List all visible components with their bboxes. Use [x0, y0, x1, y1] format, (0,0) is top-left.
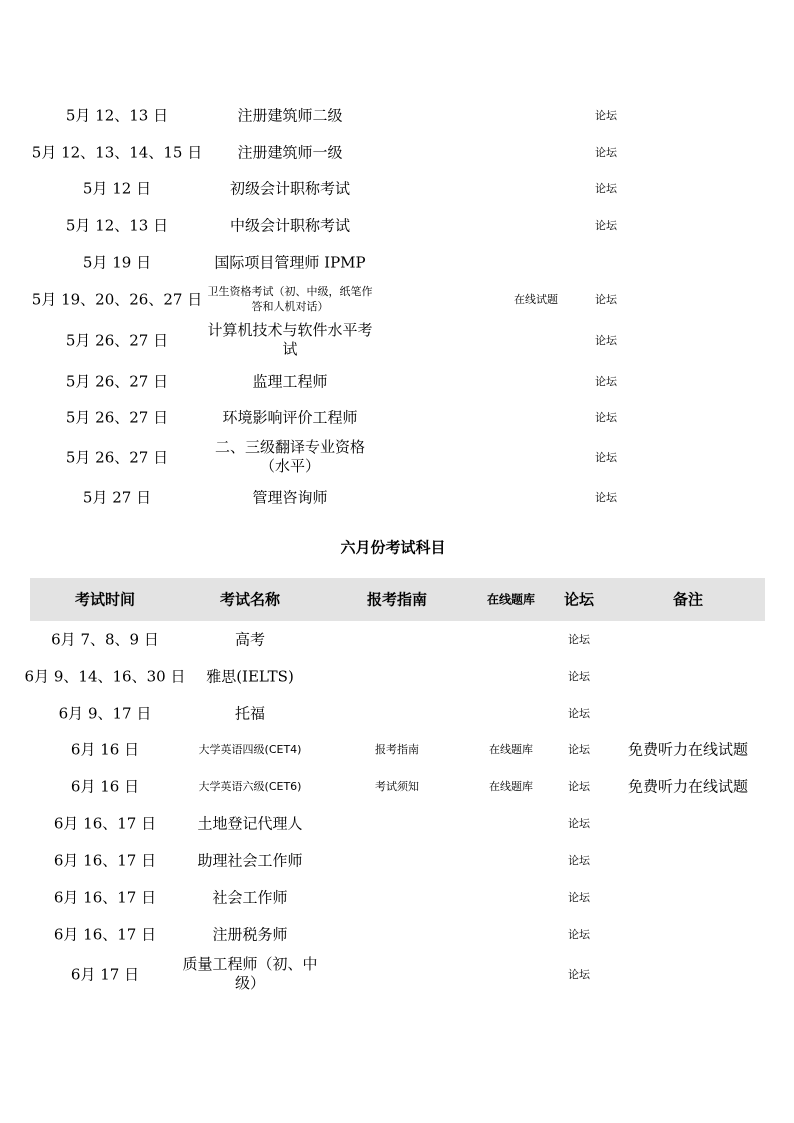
forum-link[interactable]: 论坛 — [595, 182, 617, 195]
exam-date: 6月 16、17 日 — [53, 851, 157, 870]
forum-link[interactable]: 论坛 — [568, 707, 590, 720]
exam-name[interactable]: 卫生资格考试（初、中级，纸笔作答和人机对话） — [207, 285, 373, 313]
forum-link[interactable]: 论坛 — [568, 968, 590, 981]
exam-name[interactable]: 高考 — [234, 630, 266, 649]
forum-link[interactable]: 论坛 — [568, 670, 590, 683]
forum-link[interactable]: 论坛 — [595, 109, 617, 122]
exam-name[interactable]: 大学英语六级(CET6) — [198, 780, 302, 793]
exam-name[interactable]: 注册建筑师一级 — [237, 143, 343, 162]
exam-name[interactable]: 管理咨询师 — [252, 488, 328, 507]
column-header-time: 考试时间 — [74, 590, 136, 609]
exam-name[interactable]: 监理工程师 — [252, 372, 328, 391]
exam-date: 5月 26、27 日 — [65, 408, 169, 427]
exam-date: 6月 7、8、9 日 — [51, 630, 159, 649]
section-title: 六月份考试科目 — [340, 538, 446, 557]
exam-name[interactable]: 助理社会工作师 — [197, 851, 303, 870]
exam-name[interactable]: 注册建筑师二级 — [237, 106, 343, 125]
exam-date: 6月 16、17 日 — [53, 814, 157, 833]
column-header-forum: 论坛 — [563, 590, 595, 609]
exam-date: 6月 17 日 — [70, 965, 140, 984]
forum-link[interactable]: 论坛 — [568, 817, 590, 830]
exam-name[interactable]: 初级会计职称考试 — [229, 179, 351, 198]
column-header-guide: 报考指南 — [366, 590, 428, 609]
exam-name[interactable]: 国际项目管理师 IPMP — [214, 253, 366, 272]
exam-date: 5月 26、27 日 — [65, 448, 169, 467]
exam-name[interactable]: 中级会计职称考试 — [229, 216, 351, 235]
exam-name[interactable]: 托福 — [234, 704, 266, 723]
exam-date: 6月 9、14、16、30 日 — [24, 667, 186, 686]
exam-date: 5月 19 日 — [82, 253, 152, 272]
exam-date: 5月 12、13 日 — [65, 106, 169, 125]
exam-date: 5月 12、13、14、15 日 — [31, 143, 203, 162]
exam-name[interactable]: 注册税务师 — [212, 925, 288, 944]
exam-date: 6月 9、17 日 — [58, 704, 152, 723]
exam-date: 6月 16 日 — [70, 740, 140, 759]
exam-date: 5月 27 日 — [82, 488, 152, 507]
question-bank-link[interactable]: 在线题库 — [489, 743, 533, 756]
note-link[interactable]: 免费听力在线试题 — [627, 777, 749, 796]
forum-link[interactable]: 论坛 — [595, 219, 617, 232]
forum-link[interactable]: 论坛 — [595, 451, 617, 464]
exam-date: 5月 19、20、26、27 日 — [31, 290, 203, 309]
exam-name[interactable]: 社会工作师 — [212, 888, 288, 907]
forum-link[interactable]: 论坛 — [568, 891, 590, 904]
forum-link[interactable]: 论坛 — [568, 854, 590, 867]
guide-link[interactable]: 报考指南 — [375, 743, 419, 756]
forum-link[interactable]: 论坛 — [595, 334, 617, 347]
forum-link[interactable]: 论坛 — [568, 633, 590, 646]
note-link[interactable]: 免费听力在线试题 — [627, 740, 749, 759]
exam-date: 6月 16 日 — [70, 777, 140, 796]
guide-link[interactable]: 考试须知 — [375, 780, 419, 793]
exam-date: 6月 16、17 日 — [53, 925, 157, 944]
exam-date: 6月 16、17 日 — [53, 888, 157, 907]
exam-name[interactable]: 大学英语四级(CET4) — [198, 743, 302, 756]
forum-link[interactable]: 论坛 — [568, 780, 590, 793]
exam-name[interactable]: 土地登记代理人 — [197, 814, 303, 833]
exam-date: 5月 12 日 — [82, 179, 152, 198]
exam-date: 5月 26、27 日 — [65, 372, 169, 391]
column-header-note: 备注 — [672, 590, 704, 609]
exam-name[interactable]: 雅思(IELTS) — [206, 667, 294, 686]
forum-link[interactable]: 论坛 — [568, 743, 590, 756]
online-test-link[interactable]: 在线试题 — [514, 293, 558, 306]
exam-date: 5月 26、27 日 — [65, 331, 169, 350]
exam-name[interactable]: 计算机技术与软件水平考试 — [207, 321, 373, 358]
question-bank-link[interactable]: 在线题库 — [489, 780, 533, 793]
forum-link[interactable]: 论坛 — [595, 491, 617, 504]
exam-name[interactable]: 二、三级翻译专业资格（水平） — [214, 438, 365, 475]
column-header-name: 考试名称 — [219, 590, 281, 609]
exam-name[interactable]: 环境影响评价工程师 — [222, 408, 358, 427]
forum-link[interactable]: 论坛 — [595, 146, 617, 159]
exam-name[interactable]: 质量工程师（初、中级） — [182, 955, 318, 992]
forum-link[interactable]: 论坛 — [568, 928, 590, 941]
forum-link[interactable]: 论坛 — [595, 411, 617, 424]
forum-link[interactable]: 论坛 — [595, 293, 617, 306]
exam-date: 5月 12、13 日 — [65, 216, 169, 235]
forum-link[interactable]: 论坛 — [595, 375, 617, 388]
column-header-bank: 在线题库 — [486, 592, 536, 607]
